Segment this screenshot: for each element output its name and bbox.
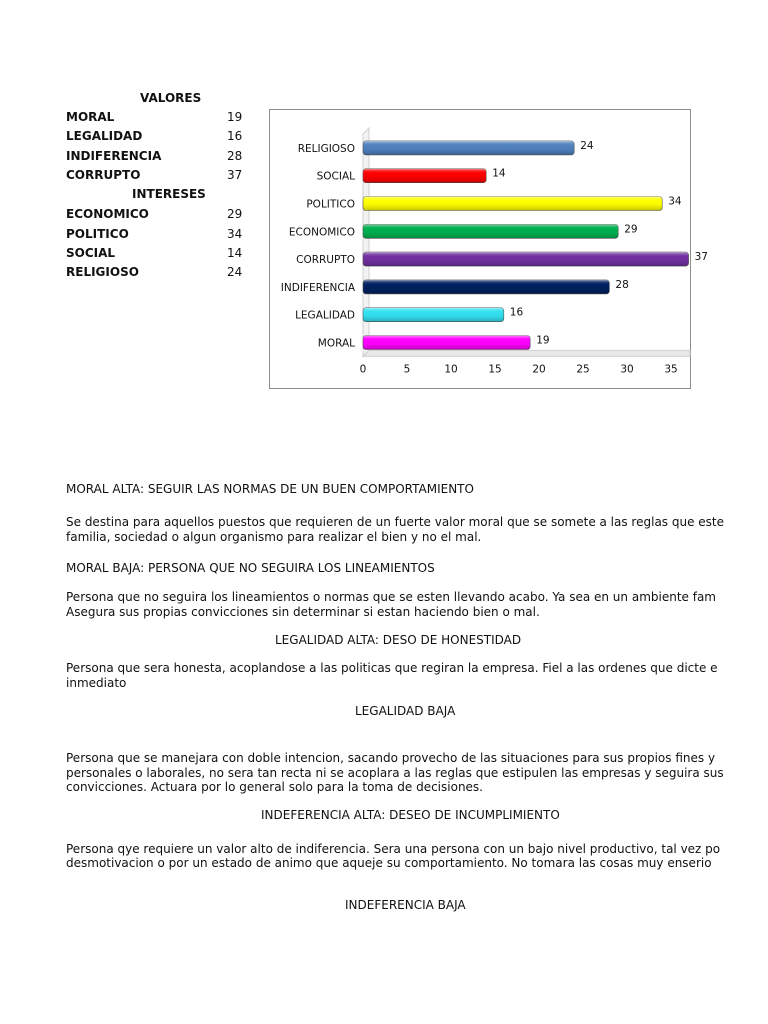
data-label: 29 [624, 223, 638, 236]
x-tick-label: 25 [576, 363, 590, 376]
category-label: RELIGIOSO [297, 142, 355, 155]
table-row-value: 24 [227, 265, 243, 279]
table-row-value: 29 [227, 207, 243, 221]
category-label: SOCIAL [316, 170, 355, 183]
data-label: 34 [668, 195, 682, 208]
table-row-label: MORAL [66, 110, 115, 124]
x-tick-label: 10 [444, 363, 458, 376]
category-label: POLITICO [306, 198, 355, 211]
x-tick-label: 5 [403, 363, 411, 376]
section-heading: MORAL ALTA: SEGUIR LAS NORMAS DE UN BUEN COMPORTAMIENTO [66, 482, 474, 496]
x-tick-label: 20 [532, 363, 546, 376]
section-line: convicciones. Actuara por lo general solo para la toma de decisiones. [66, 780, 483, 794]
x-tick-label: 15 [488, 363, 502, 376]
section-heading: LEGALIDAD BAJA [355, 704, 456, 718]
section-line: personales o laborales, no sera tan recta ni se acoplara a las reglas que estipulen las empresas y seguira sus [66, 766, 724, 780]
category-label: ECONOMICO [288, 226, 355, 239]
data-label: 16 [509, 306, 524, 319]
table-row-label: LEGALIDAD [66, 129, 143, 143]
intereses-header: INTERESES [132, 187, 206, 201]
x-tick-label: 30 [620, 363, 634, 376]
table-row-label: SOCIAL [66, 246, 116, 260]
table-row-label: CORRUPTO [66, 168, 141, 182]
section-heading: INDEFERENCIA BAJA [345, 898, 466, 912]
data-label: 37 [694, 251, 708, 264]
table-row-value: 14 [227, 246, 243, 260]
section-heading: MORAL BAJA: PERSONA QUE NO SEGUIRA LOS LINEAMIENTOS [66, 561, 435, 575]
category-label: MORAL [317, 337, 355, 350]
section-line: Persona que sera honesta, acoplandose a las politicas que regiran la empresa. Fiel a las ordenes que dicte e [66, 661, 718, 675]
table-row-value: 37 [227, 168, 243, 182]
valores-header: VALORES [140, 91, 202, 105]
data-label: 24 [580, 139, 594, 152]
section-line: Persona qye requiere un valor alto de indiferencia. Sera una persona con un bajo nivel productivo, tal vez po [66, 842, 721, 856]
section-line: inmediato [66, 676, 127, 690]
section-line: familia, sociedad o algun organismo para realizar el bien y no el mal. [66, 530, 482, 544]
category-label: INDIFERENCIA [280, 281, 355, 294]
x-tick-label: 0 [359, 363, 367, 376]
section-heading: LEGALIDAD ALTA: DESO DE HONESTIDAD [275, 633, 522, 647]
data-label: 14 [492, 167, 506, 180]
table-row-value: 28 [227, 149, 243, 163]
data-label: 19 [536, 334, 550, 347]
section-heading: INDEFERENCIA ALTA: DESEO DE INCUMPLIMIENTO [261, 808, 560, 822]
section-line: Asegura sus propias convicciones sin determinar si estan haciendo bien o mal. [66, 605, 540, 619]
x-tick-label: 35 [664, 363, 678, 376]
category-label: LEGALIDAD [295, 309, 355, 322]
section-line: desmotivacion o por un estado de animo que aqueje su comportamiento. No tomara las cosas muy enserio [66, 856, 712, 870]
section-line: Se destina para aquellos puestos que requieren de un fuerte valor moral que se somete a las reglas que este [66, 515, 725, 529]
table-row-label: RELIGIOSO [66, 265, 139, 279]
section-line: Persona que se manejara con doble intencion, sacando provecho de las situaciones para sus propios fines y [66, 751, 716, 765]
table-row-label: POLITICO [66, 227, 129, 241]
table-row-value: 19 [227, 110, 243, 124]
table-row-value: 16 [227, 129, 243, 143]
table-row-value: 34 [227, 227, 243, 241]
data-label: 28 [615, 278, 629, 291]
category-label: CORRUPTO [296, 254, 355, 267]
section-line: Persona que no seguira los lineamientos o normas que se esten llevando acabo. Ya sea en un ambiente fam [66, 590, 716, 604]
table-row-label: INDIFERENCIA [66, 149, 162, 163]
table-row-label: ECONOMICO [66, 207, 149, 221]
